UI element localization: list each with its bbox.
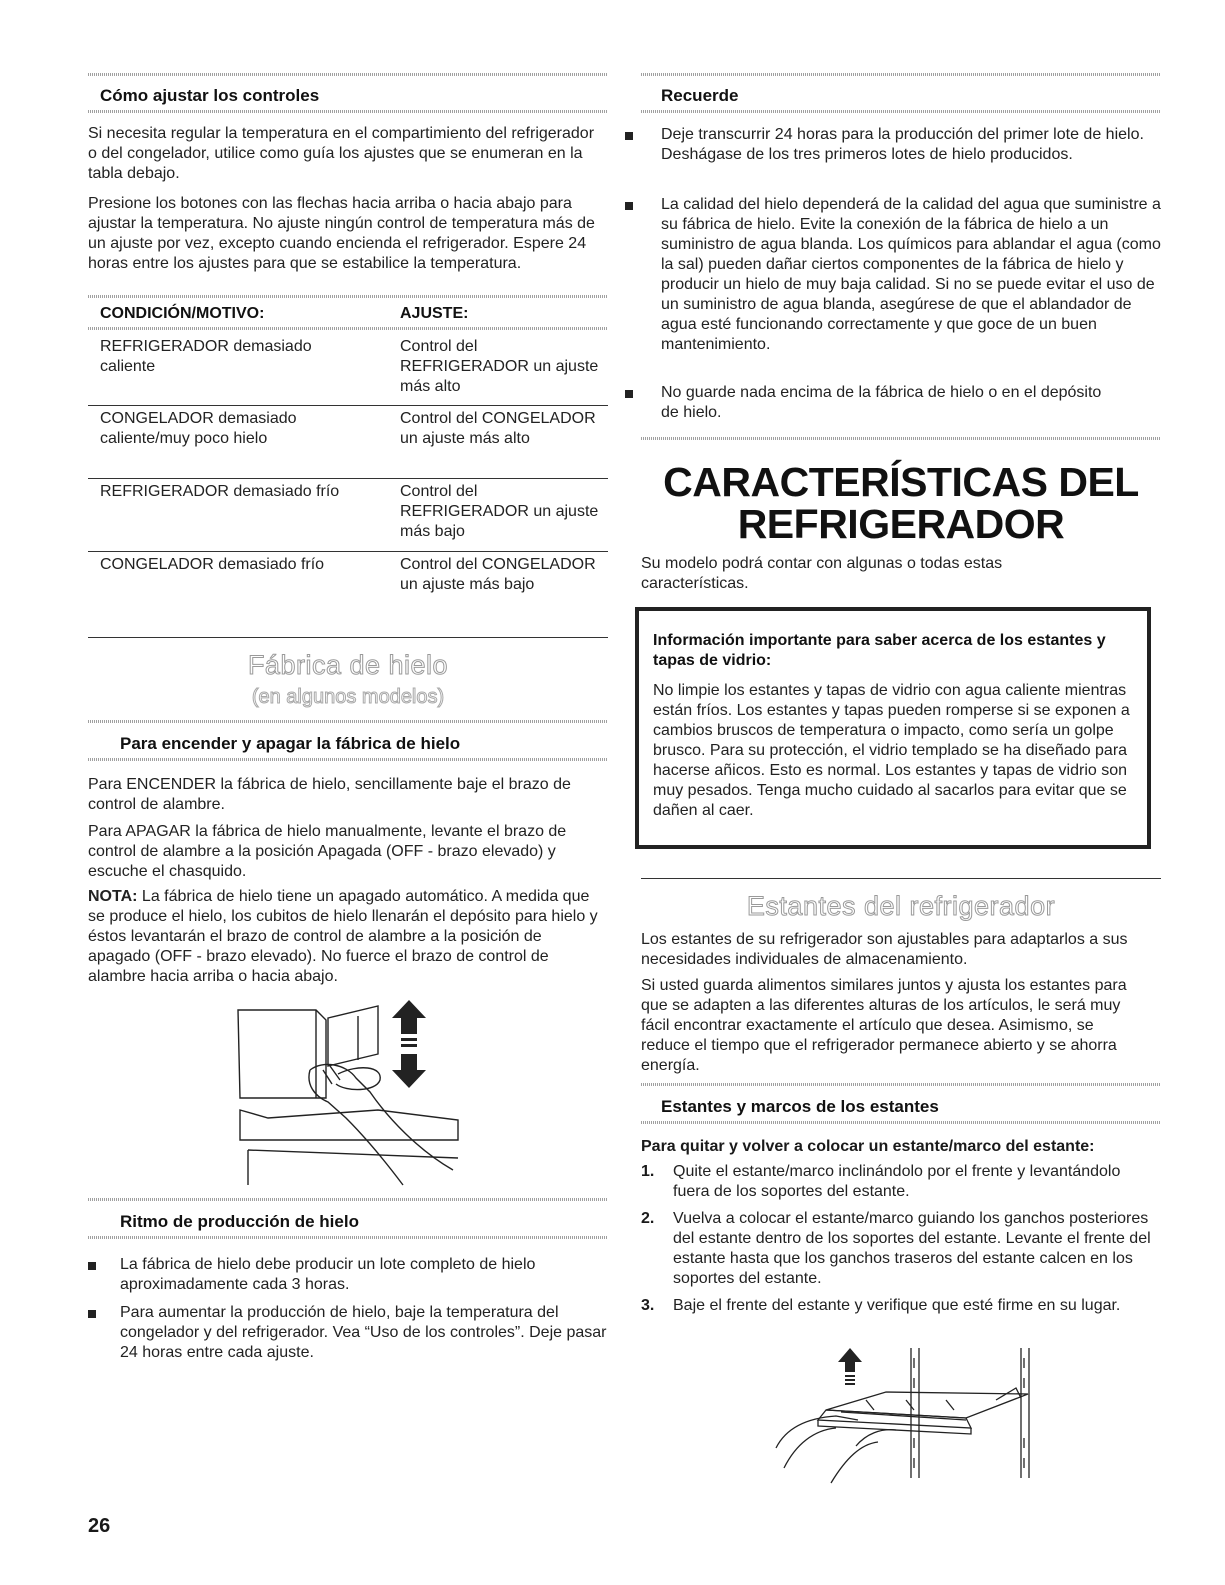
controls-heading: Cómo ajustar los controles (100, 86, 320, 105)
note-label: NOTA: (88, 888, 138, 905)
divider (641, 110, 1161, 113)
divider (88, 295, 608, 298)
table-row-divider (88, 478, 608, 479)
divider (88, 110, 608, 113)
features-title-line2: REFRIGERADOR (737, 501, 1065, 547)
table-cell-condition: REFRIGERADOR demasiado frío (100, 483, 340, 500)
divider (88, 1236, 608, 1239)
note-text: La fábrica de hielo tiene un apagado automático. A medida que se produce el hielo, los cubitos de hielo llenarán el depósito para hielo y éstos levantarán el brazo de control de alambre a la posición de apagado (OFF - brazo elevado). No fuerce el brazo de control de alambre hacia arriba o hacia abajo. (88, 888, 598, 985)
bullet-icon (88, 1262, 96, 1270)
section-divider (641, 878, 1161, 879)
controls-paragraph-1: Si necesita regular la temperatura en el compartimiento del refrigerador o del congelador, utilice como guía los ajustes que se enumeran en la tabla debajo. (88, 125, 595, 182)
shelves-heading: Estantes y marcos de los estantes (661, 1097, 939, 1116)
controls-paragraph-2: Presione los botones con las flechas hacia arriba o hacia abajo para ajustar la temperatura. No ajuste ningún control de temperatura más de un ajuste por vez, excepto cuando encienda el refrigerador. Espere 24 horas entre los ajustes para que se estabilice la temperatura. (88, 195, 595, 272)
table-cell-condition: CONGELADOR demasiado caliente/muy poco hielo (100, 410, 297, 447)
bullet-icon (625, 202, 633, 210)
table-row-divider (88, 551, 608, 552)
divider (88, 73, 608, 76)
divider (88, 1198, 608, 1201)
table-header-adjust: AJUSTE: (400, 305, 469, 322)
remember-bullet: No guarde nada encima de la fábrica de hielo o en el depósito de hielo. (661, 384, 1102, 421)
step-number: 3. (641, 1297, 655, 1314)
remember-bullet: La calidad del hielo dependerá de la calidad del agua que suministre a su fábrica de hielo. Evite la conexión de la fábrica de hielo a un suministro de agua blanda. Los químicos para ablandar el agua (como la sal) pueden dañar ciertos componentes de la fábrica de hielo y producir un hielo de muy baja calidad. Si no se puede evitar el uso de un suministro de agua blanda, asegúrese de que el ablandador de agua esté funcionando correctamente y que goce de un buen mantenimiento. (661, 196, 1161, 353)
rate-bullet: La fábrica de hielo debe producir un lote completo de hielo aproximadamente cada 3 horas. (120, 1256, 536, 1293)
icemaker-illustration (228, 1000, 528, 1190)
shelf-illustration (766, 1348, 1041, 1488)
divider (88, 327, 608, 330)
table-cell-condition: CONGELADOR demasiado frío (100, 556, 325, 573)
bullet-icon (88, 1310, 96, 1318)
step-text: Baje el frente del estante y verifique que esté firme en su lugar. (673, 1297, 1121, 1314)
divider (641, 73, 1161, 76)
icemaker-section-title: Fábrica de hielo (247, 650, 449, 680)
table-cell-adjust: Control del CONGELADOR un ajuste más alto (400, 410, 596, 447)
shelves-section-title: Estantes del refrigerador (746, 891, 1056, 921)
notice-text: No limpie los estantes y tapas de vidrio con agua caliente mientras están fríos. Los estantes y tapas pueden romperse si se exponen a cambios bruscos de temperatura o impacto, como sería un golpe brusco. Para su protección, el vidrio templado se ha diseñado para hacerse añicos. Esto es normal. Los estantes y tapas de vidrio son muy pesados. Tenga mucho cuidado al sacarlos para evitar que se dañen al caer. (653, 682, 1130, 819)
glass-notice-box (635, 607, 1151, 849)
table-cell-adjust: Control del CONGELADOR un ajuste más bajo (400, 556, 596, 593)
divider (88, 758, 608, 761)
table-cell-adjust: Control del REFRIGERADOR un ajuste más bajo (400, 483, 599, 540)
icemaker-section-subtitle: (en algunos modelos) (251, 686, 445, 708)
remember-heading: Recuerde (661, 86, 739, 105)
rate-bullet: Para aumentar la producción de hielo, baje la temperatura del congelador y del refrigerador. Vea “Uso de los controles”. Deje pasar 24 horas entre cada ajuste. (120, 1304, 607, 1361)
step-text: Quite el estante/marco inclinándolo por el frente y levantándolo fuera de los soportes del estante. (673, 1163, 1121, 1200)
shelves-subheading: Para quitar y volver a colocar un estante/marco del estante: (641, 1138, 1095, 1155)
step-number: 2. (641, 1210, 655, 1227)
step-number: 1. (641, 1163, 655, 1180)
table-cell-condition: REFRIGERADOR demasiado caliente (100, 338, 312, 375)
table-header-condition: CONDICIÓN/MOTIVO: (100, 305, 265, 322)
icemaker-heading: Para encender y apagar la fábrica de hielo (120, 734, 461, 753)
icemaker-paragraph-1: Para ENCENDER la fábrica de hielo, sencillamente baje el brazo de control de alambre. (88, 776, 571, 813)
divider (88, 720, 608, 723)
step-text: Vuelva a colocar el estante/marco guiando los ganchos posteriores del estante dentro de los soportes del estante. Levante el frente del estante hasta que los ganchos traseros del estante calcen en los soportes del estante. (673, 1210, 1151, 1287)
remember-bullet: Deje transcurrir 24 horas para la producción del primer lote de hielo. Deshágase de los tres primeros lotes de hielo producidos. (661, 126, 1144, 163)
page-number: 26 (88, 1515, 111, 1537)
table-cell-adjust: Control del REFRIGERADOR un ajuste más alto (400, 338, 599, 395)
icemaker-paragraph-2: Para APAGAR la fábrica de hielo manualmente, levante el brazo de control de alambre a la posición Apagada (OFF - brazo elevado) y escuche el chasquido. (88, 823, 567, 880)
shelves-paragraph-2: Si usted guarda alimentos similares juntos y ajusta los estantes para que se adapten a las diferentes alturas de los artículos, le será muy fácil encontrar exactamente el artículo que desea. Asimismo, se reduce el tiempo que el refrigerador permanece abierto y se ahorra energía. (641, 977, 1127, 1074)
bullet-icon (625, 132, 633, 140)
bullet-icon (625, 390, 633, 398)
divider (641, 1083, 1161, 1086)
features-intro: Su modelo podrá contar con algunas o todas estas características. (641, 555, 1003, 592)
rate-heading: Ritmo de producción de hielo (120, 1212, 359, 1231)
shelves-paragraph-1: Los estantes de su refrigerador son ajustables para adaptarlos a sus necesidades individuales de almacenamiento. (641, 931, 1128, 968)
features-title-line1: CARACTERÍSTICAS DEL (663, 459, 1139, 505)
section-divider (88, 637, 608, 638)
notice-heading: Información importante para saber acerca de los estantes y tapas de vidrio: (653, 632, 1106, 669)
table-row-divider (88, 405, 608, 406)
icemaker-note (88, 887, 604, 987)
divider (641, 437, 1161, 440)
divider (641, 1121, 1161, 1124)
